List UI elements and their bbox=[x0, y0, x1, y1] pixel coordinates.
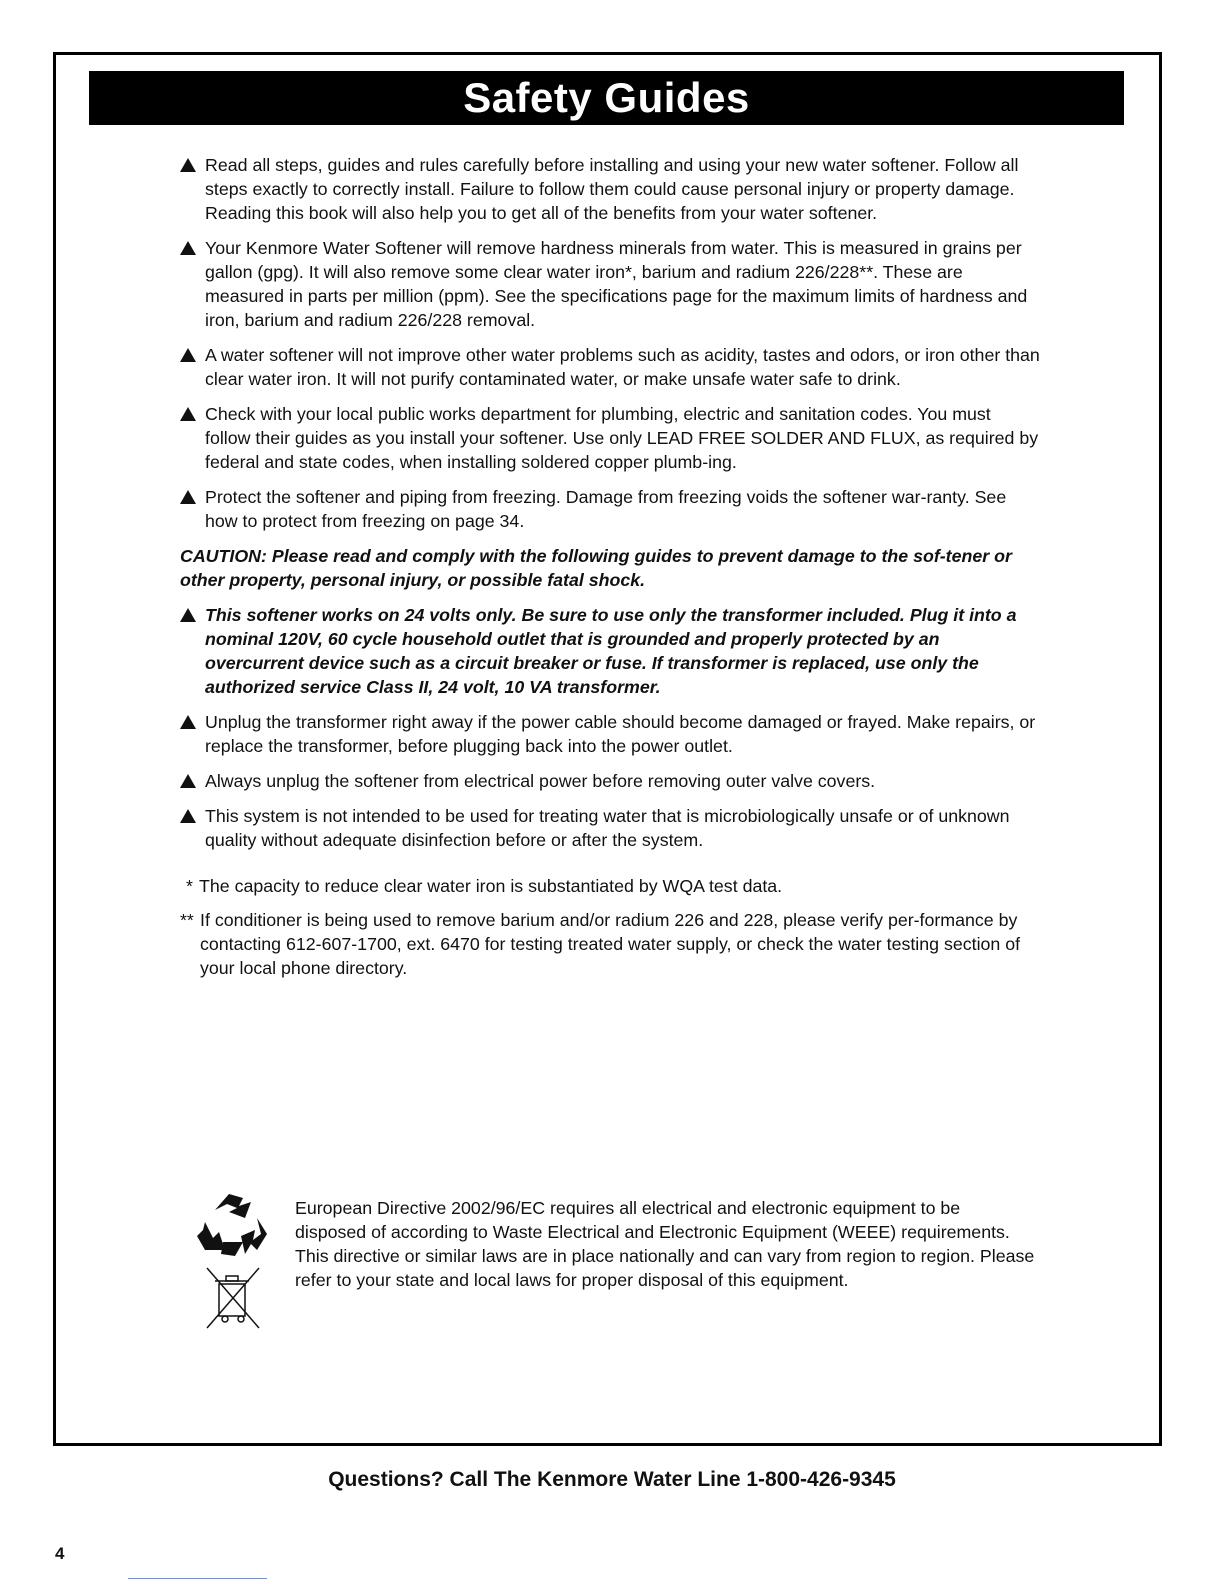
warning-triangle-icon bbox=[180, 158, 196, 172]
warning-triangle-icon bbox=[180, 715, 196, 729]
caution-heading: CAUTION: Please read and comply with the following guides to prevent damage to the sof-tener or other property, personal injury, or possible fatal shock. bbox=[180, 546, 1012, 590]
page-number: 4 bbox=[55, 1544, 65, 1563]
warning-triangle-icon bbox=[180, 348, 196, 362]
warning-triangle-icon bbox=[180, 407, 196, 421]
recycle-icon bbox=[197, 1194, 267, 1256]
safety-content bbox=[180, 153, 1040, 990]
list-item: Read all steps, guides and rules carefully before installing and using your new water softener. Follow all steps exactly to correctly install. Failure to follow them could cause personal injury or property damage. Reading this book will also help you to get all of the benefits from your water softener. bbox=[180, 153, 1040, 225]
weee-notice: European Directive 2002/96/EC requires all electrical and electronic equipment to be disposed of according to Waste Electrical and Electronic Equipment (WEEE) requirements. This directive or similar laws are in place nationally and can vary from region to region. Please refer to your state and local laws for proper disposal of this equipment. bbox=[295, 1198, 1035, 1290]
list-item: Protect the softener and piping from freezing. Damage from freezing voids the softener war-ranty. See how to protect from freezing on page 34. bbox=[180, 485, 1040, 533]
footnote: * The capacity to reduce clear water iron is substantiated by WQA test data. bbox=[186, 876, 783, 896]
weee-recycle-logo bbox=[193, 1188, 271, 1334]
warning-triangle-icon bbox=[180, 809, 196, 823]
list-item: This softener works on 24 volts only. Be sure to use only the transformer included. Plug it into a nominal 120V, 60 cycle household outlet that is grounded and properly protected by an overcurrent device such as a circuit breaker or fuse. If transformer is replaced, use only the authorized service Class II, 24 volt, 10 VA transformer. bbox=[180, 603, 1040, 699]
list-item: Unplug the transformer right away if the power cable should become damaged or frayed. Make repairs, or replace the transformer, before plugging back into the power outlet. bbox=[180, 710, 1040, 758]
list-item: Always unplug the softener from electrical power before removing outer valve covers. bbox=[180, 769, 1040, 793]
footnote: ** If conditioner is being used to remove barium and/or radium 226 and 228, please verify per-formance by contacting 612-607-1700, ext. 6470 for testing treated water supply, or check the water testing section of your local phone directory. bbox=[180, 910, 1021, 978]
warning-triangle-icon bbox=[180, 774, 196, 788]
warning-triangle-icon bbox=[180, 241, 196, 255]
footnotes bbox=[180, 874, 1040, 980]
crossed-bin-icon bbox=[207, 1268, 259, 1328]
list-item: Your Kenmore Water Softener will remove hardness minerals from water. This is measured in grains per gallon (gpg). It will also remove some clear water iron*, barium and radium 226/228**. These are measured in parts per million (ppm). See the specifications page for the maximum limits of hardness and iron, barium and radium 226/228 removal. bbox=[180, 236, 1040, 332]
help-line: Questions? Call The Kenmore Water Line 1-800-426-9345 bbox=[328, 1468, 896, 1491]
list-item: This system is not intended to be used for treating water that is microbiologically unsafe or of unknown quality without adequate disinfection before or after the system. bbox=[180, 804, 1040, 852]
list-item: Check with your local public works department for plumbing, electric and sanitation codes. You must follow their guides as you install your softener. Use only LEAD FREE SOLDER AND FLUX, as required by federal and state codes, when installing soldered copper plumb-ing. bbox=[180, 402, 1040, 474]
warning-triangle-icon bbox=[180, 490, 196, 504]
list-item: A water softener will not improve other water problems such as acidity, tastes and odors, or iron other than clear water iron. It will not purify contaminated water, or make unsafe water safe to drink. bbox=[180, 343, 1040, 391]
divider bbox=[128, 1578, 267, 1579]
warning-triangle-icon bbox=[180, 608, 196, 622]
page-title: Safety Guides bbox=[89, 71, 1124, 125]
